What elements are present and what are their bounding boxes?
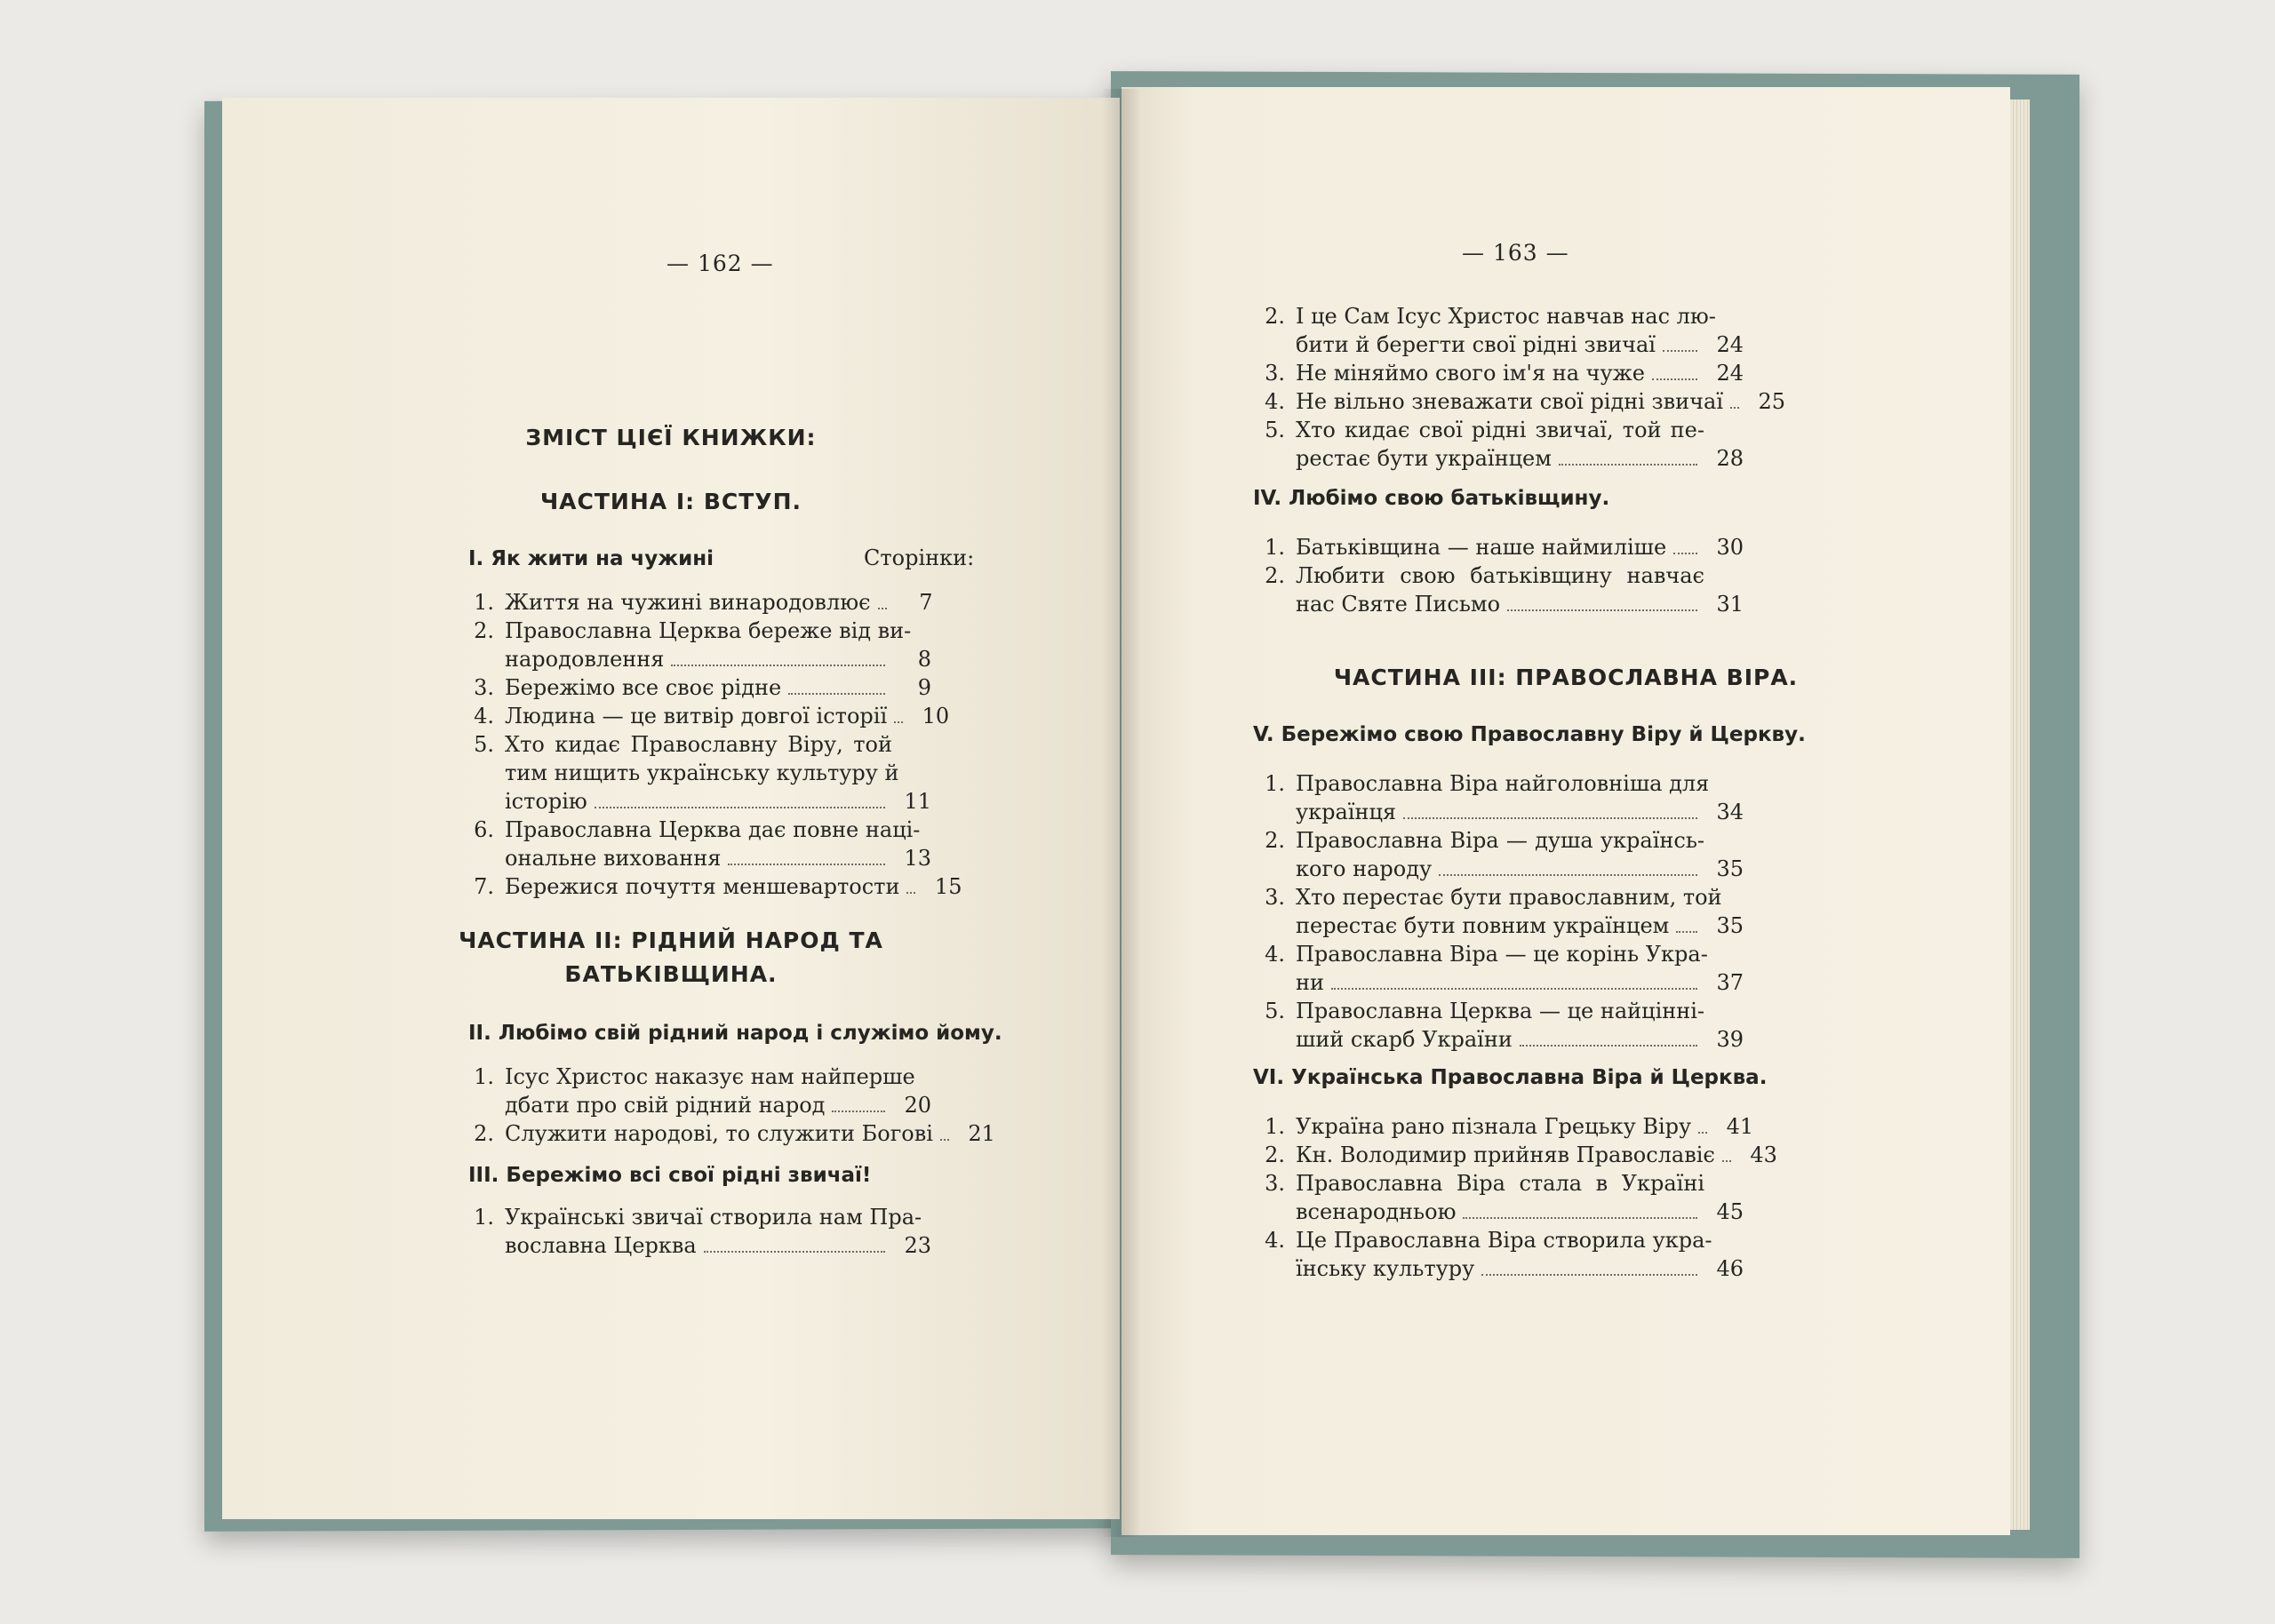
entry-number: 5. xyxy=(1265,418,1285,442)
entry-number: 1. xyxy=(1265,1114,1285,1139)
entry-text: Православна Віра — душа українсь- xyxy=(1296,828,1704,853)
entry-page-number: 30 xyxy=(1716,535,1744,560)
entry-number: 1. xyxy=(1265,771,1285,796)
entry-number: 2. xyxy=(1265,563,1285,588)
entry-number: 4. xyxy=(1265,389,1285,414)
entry-page-number: 15 xyxy=(934,874,962,899)
dot-leader xyxy=(1481,1274,1697,1276)
entry-text: вославна Церква xyxy=(505,1233,697,1258)
entry-page-number: 46 xyxy=(1716,1256,1744,1281)
contents-title: ЗМІСТ ЦІЄЇ КНИЖКИ: xyxy=(525,425,817,450)
entry-page-number: 8 xyxy=(917,647,931,672)
toc-entry xyxy=(462,617,931,673)
toc-entry xyxy=(1253,1141,1777,1169)
section-5-title: V. Бережімо свою Православну Віру й Церкву. xyxy=(1253,723,1806,746)
toc-entry xyxy=(462,872,962,901)
entry-text: перестає бути повним українцем xyxy=(1296,913,1670,938)
section-2-title: ІІ. Любімо свій рідний народ і служімо йому. xyxy=(468,1022,1002,1045)
entry-text: нас Святе Письмо xyxy=(1296,592,1501,617)
toc-entry xyxy=(462,1119,995,1148)
entry-text: Бережися почуття меншевартости xyxy=(505,874,900,899)
entry-text: Православна Церква дає повне наці- xyxy=(505,817,921,842)
entry-page-number: 23 xyxy=(904,1233,931,1258)
section-1-title: І. Як жити на чужині xyxy=(468,547,714,570)
part-3-heading: ЧАСТИНА ІІІ: ПРАВОСЛАВНА ВІРА. xyxy=(1333,665,1799,690)
entry-text: І це Сам Ісус Христос навчав нас лю- xyxy=(1296,304,1716,329)
entry-text: Православна Віра найголовніша для xyxy=(1296,771,1710,796)
dot-leader xyxy=(1439,874,1697,876)
entry-number: 1. xyxy=(474,1064,494,1089)
entry-text: Не вільно зневажати свої рідні звичаї xyxy=(1296,389,1724,414)
entry-number: 5. xyxy=(1265,999,1285,1023)
entry-text: українця xyxy=(1296,800,1397,824)
toc-entry xyxy=(1253,826,1744,883)
dot-leader xyxy=(1559,464,1697,466)
entry-page-number: 45 xyxy=(1716,1199,1744,1224)
section-4-title: IV. Любімо свою батьківщину. xyxy=(1253,487,1610,510)
entry-text: Українські звичаї створила нам Пра- xyxy=(505,1205,922,1230)
entry-page-number: 21 xyxy=(968,1121,995,1146)
dot-leader xyxy=(595,807,885,808)
section-3-title: ІІІ. Бережімо всі свої рідні звичаї! xyxy=(468,1164,872,1187)
entry-text: Православна Церква — це найцінні- xyxy=(1296,999,1705,1023)
entry-number: 3. xyxy=(1265,1171,1285,1196)
dot-leader xyxy=(1520,1045,1697,1047)
entry-text: Хто перестає бути православним, той xyxy=(1296,885,1722,910)
section-6-title: VI. Українська Православна Віра й Церква. xyxy=(1253,1066,1768,1089)
part-1-heading: ЧАСТИНА І: ВСТУП. xyxy=(539,489,802,514)
toc-entry xyxy=(462,730,931,816)
dot-leader xyxy=(940,1139,949,1141)
toc-entry xyxy=(1253,533,1744,561)
dot-leader xyxy=(1722,1160,1731,1162)
toc-entry xyxy=(1253,359,1744,387)
entry-text: тим нищить українську культуру й xyxy=(505,760,899,785)
toc-entry xyxy=(1253,769,1744,826)
toc-entry xyxy=(1253,416,1744,473)
toc-entry xyxy=(1253,302,1744,359)
entry-page-number: 28 xyxy=(1716,446,1744,471)
entry-number: 2. xyxy=(474,618,494,643)
dot-leader xyxy=(1676,931,1697,933)
entry-page-number: 35 xyxy=(1716,913,1744,938)
dot-leader xyxy=(1663,350,1697,352)
entry-text: Православна Віра — це корінь Укра- xyxy=(1296,942,1708,967)
right-page xyxy=(1122,87,2010,1535)
left-page xyxy=(222,98,1120,1519)
entry-number: 3. xyxy=(474,675,494,700)
entry-text: ший скарб України xyxy=(1296,1027,1513,1052)
entry-page-number: 43 xyxy=(1750,1142,1777,1167)
entry-page-number: 34 xyxy=(1716,800,1744,824)
entry-number: 6. xyxy=(474,817,494,842)
entry-number: 4. xyxy=(474,704,494,728)
dot-leader xyxy=(728,864,885,865)
entry-text: Не міняймо свого ім'я на чуже xyxy=(1296,361,1645,386)
entry-page-number: 37 xyxy=(1716,970,1744,995)
toc-entry xyxy=(1253,561,1744,618)
entry-number: 2. xyxy=(1265,828,1285,853)
dot-leader xyxy=(1403,817,1697,819)
entry-text: кого народу xyxy=(1296,856,1433,881)
entry-page-number: 35 xyxy=(1716,856,1744,881)
entry-text: історію xyxy=(505,789,587,814)
entry-page-number: 25 xyxy=(1758,389,1786,414)
dot-leader xyxy=(1463,1217,1697,1219)
entry-text: Православна Церква береже від ви- xyxy=(505,618,912,643)
toc-entry xyxy=(1253,997,1744,1054)
entry-page-number: 20 xyxy=(904,1093,931,1118)
dot-leader xyxy=(1698,1132,1707,1134)
entry-number: 2. xyxy=(1265,1142,1285,1167)
entry-number: 3. xyxy=(1265,361,1285,386)
entry-text: Ісус Христос наказує нам найперше xyxy=(505,1064,915,1089)
entry-text: народовлення xyxy=(505,647,665,672)
entry-text: Православна Віра стала в Україні xyxy=(1296,1171,1704,1196)
entry-text: бити й берегти свої рідні звичаї xyxy=(1296,332,1656,357)
toc-entry xyxy=(1253,1169,1744,1226)
entry-page-number: 9 xyxy=(917,675,931,700)
entry-number: 2. xyxy=(474,1121,494,1146)
toc-entry xyxy=(462,1063,931,1119)
pages-column-label: Сторінки: xyxy=(864,545,975,570)
entry-text: Любити свою батьківщину навчає xyxy=(1296,563,1704,588)
entry-number: 4. xyxy=(1265,1228,1285,1253)
toc-entry xyxy=(462,816,931,872)
entry-page-number: 41 xyxy=(1726,1114,1754,1139)
entry-page-number: 11 xyxy=(904,789,931,814)
entry-text: Хто кидає свої рідні звичаї, той пе- xyxy=(1296,418,1704,442)
entry-text: рестає бути українцем xyxy=(1296,446,1552,471)
entry-number: 5. xyxy=(474,732,494,757)
entry-text: Життя на чужині винародовлює xyxy=(505,590,871,615)
dot-leader xyxy=(1652,378,1697,380)
dot-leader xyxy=(671,665,885,666)
dot-leader xyxy=(704,1251,885,1253)
entry-page-number: 31 xyxy=(1716,592,1744,617)
entry-text: ональне виховання xyxy=(505,846,722,871)
entry-text: Це Православна Віра створила укра- xyxy=(1296,1228,1712,1253)
entry-text: Людина — це витвір довгої історії xyxy=(505,704,888,728)
entry-page-number: 13 xyxy=(904,846,931,871)
book-gutter xyxy=(1102,89,1141,1537)
entry-page-number: 10 xyxy=(922,704,950,728)
entry-text: їнську культуру xyxy=(1296,1256,1475,1281)
toc-entry xyxy=(462,1203,931,1260)
entry-text: Служити народові, то служити Богові xyxy=(505,1121,933,1146)
entry-text: ни xyxy=(1296,970,1324,995)
page-number: — 162 — xyxy=(667,251,774,276)
dot-leader xyxy=(878,608,887,609)
page-number: — 163 — xyxy=(1462,240,1569,266)
entry-number: 3. xyxy=(1265,885,1285,910)
entry-number: 1. xyxy=(474,1205,494,1230)
entry-number: 7. xyxy=(474,874,494,899)
part-2-heading-line-2: БАТЬКІВЩИНА. xyxy=(564,961,778,987)
toc-entry xyxy=(1253,940,1744,997)
toc-entry xyxy=(462,702,950,730)
part-2-heading-line-1: ЧАСТИНА ІІ: РІДНИЙ НАРОД ТА xyxy=(459,927,883,953)
toc-entry xyxy=(1253,1112,1754,1141)
toc-entry xyxy=(462,588,931,617)
entry-text: Кн. Володимир прийняв Православіє xyxy=(1296,1142,1715,1167)
entry-number: 4. xyxy=(1265,942,1285,967)
entry-number: 1. xyxy=(474,590,494,615)
dot-leader xyxy=(906,892,915,894)
toc-entry xyxy=(1253,1226,1744,1283)
dot-leader xyxy=(1673,553,1697,554)
entry-page-number: 24 xyxy=(1716,361,1744,386)
entry-text: Україна рано пізнала Грецьку Віру xyxy=(1296,1114,1692,1139)
entry-page-number: 7 xyxy=(919,590,933,615)
toc-entry xyxy=(462,673,931,702)
entry-text: Бережімо все своє рідне xyxy=(505,675,782,700)
entry-number: 1. xyxy=(1265,535,1285,560)
entry-page-number: 24 xyxy=(1716,332,1744,357)
entry-text: Батьківщина — наше наймиліше xyxy=(1296,535,1667,560)
dot-leader xyxy=(832,1111,885,1112)
dot-leader xyxy=(1507,609,1697,611)
page-edges xyxy=(2010,100,2030,1530)
entry-number: 2. xyxy=(1265,304,1285,329)
dot-leader xyxy=(1730,407,1739,409)
toc-entry xyxy=(1253,883,1744,940)
dot-leader xyxy=(894,721,903,723)
entry-text: Хто кидає Православну Віру, той xyxy=(505,732,892,757)
dot-leader xyxy=(788,693,885,695)
toc-entry xyxy=(1253,387,1786,416)
entry-page-number: 39 xyxy=(1716,1027,1744,1052)
entry-text: дбати про свій рідний народ xyxy=(505,1093,826,1118)
dot-leader xyxy=(1331,988,1697,990)
entry-text: всенародньою xyxy=(1296,1199,1457,1224)
